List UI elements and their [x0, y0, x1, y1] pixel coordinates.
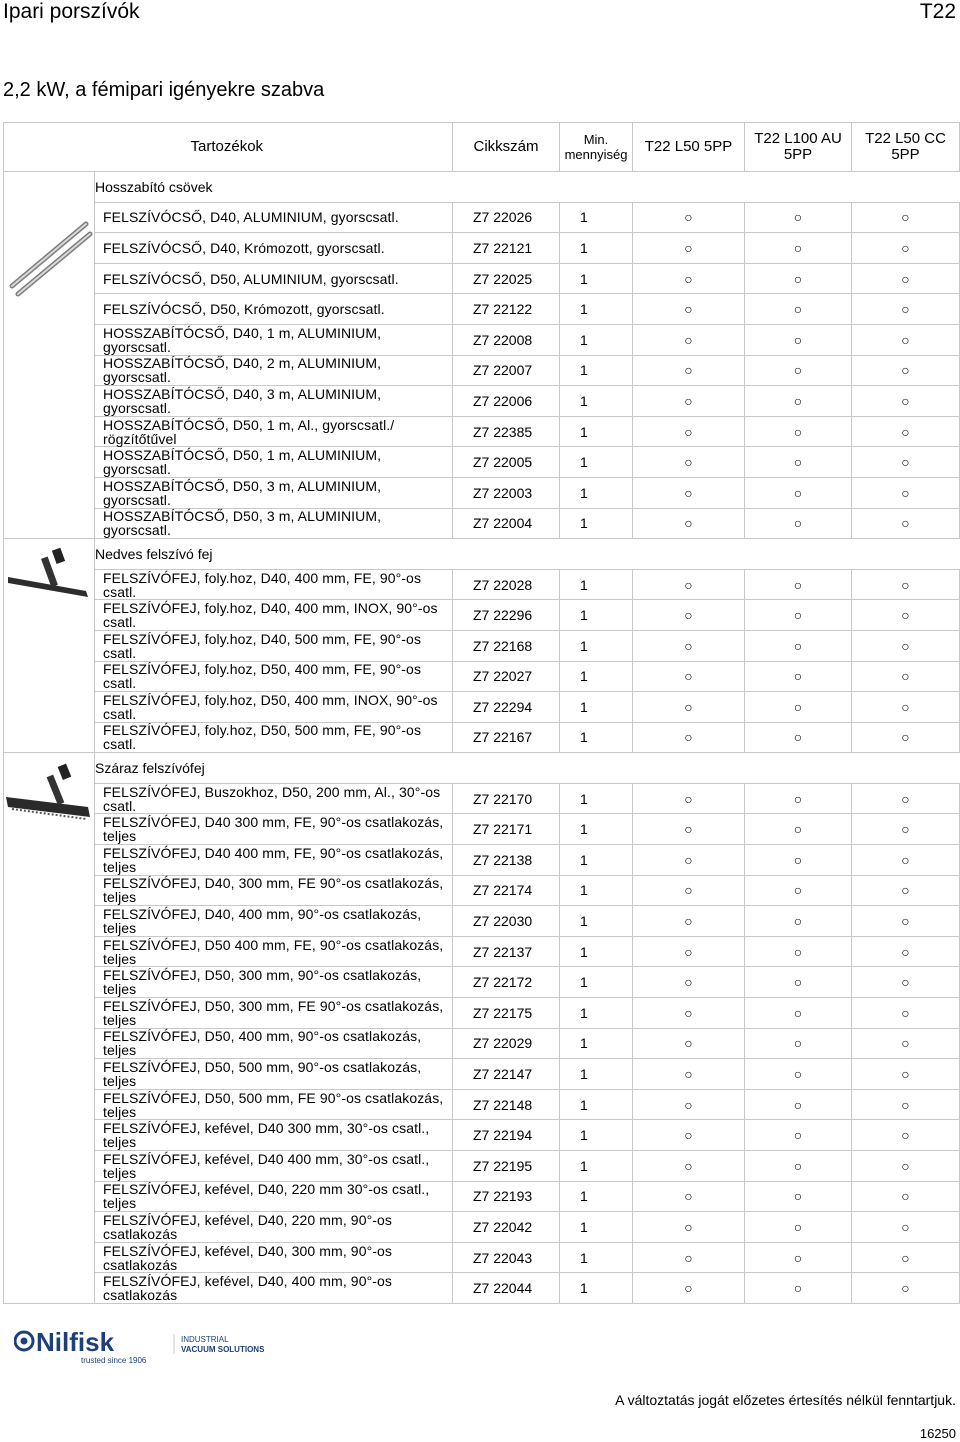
article-code: Z7 22025: [453, 263, 560, 294]
availability-model-3: ○: [852, 1028, 960, 1059]
table-row: [4, 294, 960, 325]
group-header-spacer: [852, 753, 960, 784]
availability-model-1: ○: [633, 998, 745, 1029]
table-row: [4, 845, 960, 876]
availability-model-3: ○: [852, 477, 960, 508]
availability-model-3: ○: [852, 1120, 960, 1151]
min-quantity: 1: [560, 661, 633, 692]
availability-model-3: ○: [852, 1181, 960, 1212]
min-quantity: 1: [560, 967, 633, 998]
min-quantity: 1: [560, 447, 633, 478]
col-header-min-qty: Min. mennyiség: [560, 123, 633, 172]
min-quantity: 1: [560, 263, 633, 294]
table-row: [4, 1151, 960, 1182]
article-code: Z7 22122: [453, 294, 560, 325]
availability-model-2: ○: [745, 1151, 852, 1182]
article-code: Z7 22029: [453, 1028, 560, 1059]
availability-model-1: ○: [633, 1028, 745, 1059]
availability-model-2: ○: [745, 355, 852, 386]
availability-model-1: ○: [633, 477, 745, 508]
group-header-spacer: [852, 172, 960, 203]
availability-model-2: ○: [745, 508, 852, 539]
group-header-row: [4, 539, 960, 570]
col-header-accessories: Tartozékok: [95, 123, 453, 172]
availability-model-3: ○: [852, 845, 960, 876]
min-quantity: 1: [560, 569, 633, 600]
availability-model-3: ○: [852, 1242, 960, 1273]
article-code: Z7 22044: [453, 1273, 560, 1304]
accessory-name: FELSZÍVÓFEJ, D40, 300 mm, FE 90°-os csatlakozás, teljes: [95, 875, 453, 906]
availability-model-2: ○: [745, 998, 852, 1029]
availability-model-1: ○: [633, 875, 745, 906]
accessory-name: FELSZÍVÓFEJ, D50, 400 mm, 90°-os csatlakozás, teljes: [95, 1028, 453, 1059]
article-code: Z7 22174: [453, 875, 560, 906]
table-row: [4, 1242, 960, 1273]
accessory-name: FELSZÍVÓFEJ, D50, 300 mm, 90°-os csatlakozás, teljes: [95, 967, 453, 998]
accessory-name: FELSZÍVÓFEJ, foly.hoz, D40, 400 mm, INOX, 90°-os csatl.: [95, 600, 453, 631]
min-quantity: 1: [560, 998, 633, 1029]
table-row: [4, 569, 960, 600]
min-quantity: 1: [560, 1028, 633, 1059]
group-header-spacer: [560, 172, 633, 203]
availability-model-1: ○: [633, 355, 745, 386]
availability-model-1: ○: [633, 814, 745, 845]
nilfisk-logo: [14, 1328, 264, 1373]
accessory-name: FELSZÍVÓCSŐ, D50, Krómozott, gyorscsatl.: [95, 294, 453, 325]
availability-model-2: ○: [745, 416, 852, 447]
table-row: [4, 875, 960, 906]
availability-model-3: ○: [852, 324, 960, 355]
availability-model-3: ○: [852, 783, 960, 814]
min-quantity: 1: [560, 1059, 633, 1090]
availability-model-1: ○: [633, 661, 745, 692]
min-quantity: 1: [560, 1212, 633, 1243]
article-code: Z7 22004: [453, 508, 560, 539]
availability-model-2: ○: [745, 814, 852, 845]
min-quantity: 1: [560, 1151, 633, 1182]
group-header-spacer: [633, 753, 745, 784]
availability-model-2: ○: [745, 1028, 852, 1059]
accessory-name: FELSZÍVÓFEJ, D40, 400 mm, 90°-os csatlakozás, teljes: [95, 906, 453, 937]
availability-model-3: ○: [852, 294, 960, 325]
availability-model-1: ○: [633, 845, 745, 876]
accessory-name: FELSZÍVÓFEJ, foly.hoz, D40, 400 mm, FE, 90°-os csatl.: [95, 569, 453, 600]
availability-model-1: ○: [633, 263, 745, 294]
col-header-model-1: T22 L50 5PP: [633, 123, 745, 172]
table-row: [4, 600, 960, 631]
table-row: [4, 1273, 960, 1304]
accessory-name: FELSZÍVÓCSŐ, D40, ALUMINIUM, gyorscsatl.: [95, 202, 453, 233]
accessory-name: HOSSZABÍTÓCSŐ, D40, 2 m, ALUMINIUM, gyorscsatl.: [95, 355, 453, 386]
table-row: [4, 416, 960, 447]
brand-tagline: trusted since 1906: [81, 1356, 147, 1365]
accessory-name: HOSSZABÍTÓCSŐ, D40, 1 m, ALUMINIUM, gyorscsatl.: [95, 324, 453, 355]
article-code: Z7 22171: [453, 814, 560, 845]
availability-model-2: ○: [745, 845, 852, 876]
availability-model-3: ○: [852, 692, 960, 723]
article-code: Z7 22008: [453, 324, 560, 355]
availability-model-3: ○: [852, 263, 960, 294]
wet-floor-nozzle-image: [4, 547, 94, 620]
availability-model-1: ○: [633, 569, 745, 600]
availability-model-3: ○: [852, 508, 960, 539]
wet-floor-nozzle-image: [4, 547, 94, 617]
availability-model-1: ○: [633, 630, 745, 661]
article-code: Z7 22193: [453, 1181, 560, 1212]
availability-model-1: ○: [633, 1089, 745, 1120]
availability-model-2: ○: [745, 477, 852, 508]
availability-model-2: ○: [745, 1089, 852, 1120]
article-code: Z7 22195: [453, 1151, 560, 1182]
col-header-model-3: T22 L50 CC 5PP: [852, 123, 960, 172]
article-code: Z7 22167: [453, 722, 560, 753]
table-row: [4, 447, 960, 478]
min-quantity: 1: [560, 386, 633, 417]
accessory-name: FELSZÍVÓFEJ, kefével, D40, 400 mm, 90°-os csatlakozás: [95, 1273, 453, 1304]
min-quantity: 1: [560, 477, 633, 508]
availability-model-1: ○: [633, 967, 745, 998]
availability-model-1: ○: [633, 508, 745, 539]
min-quantity: 1: [560, 324, 633, 355]
availability-model-1: ○: [633, 233, 745, 264]
availability-model-3: ○: [852, 967, 960, 998]
table-row: [4, 233, 960, 264]
extension-tubes-image: [4, 216, 94, 309]
accessory-name: FELSZÍVÓFEJ, D50, 500 mm, FE 90°-os csatlakozás, teljes: [95, 1089, 453, 1120]
availability-model-1: ○: [633, 386, 745, 417]
col-header-code: Cikkszám: [453, 123, 560, 172]
availability-model-2: ○: [745, 1120, 852, 1151]
accessory-name: FELSZÍVÓCSŐ, D40, Krómozott, gyorscsatl.: [95, 233, 453, 264]
article-code: Z7 22385: [453, 416, 560, 447]
accessory-name: FELSZÍVÓFEJ, kefével, D40, 220 mm 30°-os csatl., teljes: [95, 1181, 453, 1212]
availability-model-2: ○: [745, 967, 852, 998]
availability-model-3: ○: [852, 1059, 960, 1090]
availability-model-3: ○: [852, 906, 960, 937]
disclaimer: A változtatás jogát előzetes értesítés nélkül fenntartjuk.: [615, 1392, 956, 1408]
table-row: [4, 1120, 960, 1151]
dry-brush-nozzle-image: [4, 761, 94, 854]
availability-model-2: ○: [745, 906, 852, 937]
availability-model-2: ○: [745, 569, 852, 600]
availability-model-2: ○: [745, 936, 852, 967]
availability-model-2: ○: [745, 722, 852, 753]
group-header-row: [4, 172, 960, 203]
availability-model-2: ○: [745, 1181, 852, 1212]
accessory-name: FELSZÍVÓFEJ, foly.hoz, D50, 500 mm, FE, 90°-os csatl.: [95, 722, 453, 753]
group-title: Nedves felszívó fej: [95, 539, 453, 570]
availability-model-3: ○: [852, 355, 960, 386]
min-quantity: 1: [560, 906, 633, 937]
table-row: [4, 263, 960, 294]
availability-model-2: ○: [745, 386, 852, 417]
article-code: Z7 22003: [453, 477, 560, 508]
availability-model-3: ○: [852, 416, 960, 447]
min-quantity: 1: [560, 355, 633, 386]
availability-model-1: ○: [633, 692, 745, 723]
availability-model-2: ○: [745, 233, 852, 264]
min-quantity: 1: [560, 1089, 633, 1120]
table-row: [4, 202, 960, 233]
availability-model-3: ○: [852, 1212, 960, 1243]
accessory-name: FELSZÍVÓFEJ, D40 300 mm, FE, 90°-os csatlakozás, teljes: [95, 814, 453, 845]
extension-tubes-image: [4, 216, 94, 306]
availability-model-1: ○: [633, 1059, 745, 1090]
availability-model-2: ○: [745, 202, 852, 233]
article-code: Z7 22027: [453, 661, 560, 692]
group-header-spacer: [633, 539, 745, 570]
table-row: [4, 386, 960, 417]
article-code: Z7 22042: [453, 1212, 560, 1243]
group-header-spacer: [633, 172, 745, 203]
min-quantity: 1: [560, 202, 633, 233]
table-row: [4, 783, 960, 814]
availability-model-3: ○: [852, 386, 960, 417]
article-code: Z7 22296: [453, 600, 560, 631]
availability-model-1: ○: [633, 324, 745, 355]
availability-model-1: ○: [633, 1120, 745, 1151]
table-row: [4, 355, 960, 386]
group-title: Száraz felszívófej: [95, 753, 453, 784]
article-code: Z7 22028: [453, 569, 560, 600]
brand-name: Nilfisk: [36, 1328, 115, 1357]
min-quantity: 1: [560, 783, 633, 814]
table-row: [4, 814, 960, 845]
model-name: T22: [919, 0, 956, 23]
product-image-cell: [4, 172, 95, 539]
accessory-name: FELSZÍVÓFEJ, foly.hoz, D40, 500 mm, FE, 90°-os csatl.: [95, 630, 453, 661]
table-row: [4, 324, 960, 355]
accessory-name: HOSSZABÍTÓCSŐ, D50, 1 m, ALUMINIUM, gyorscsatl.: [95, 447, 453, 478]
min-quantity: 1: [560, 416, 633, 447]
availability-model-1: ○: [633, 1151, 745, 1182]
availability-model-3: ○: [852, 600, 960, 631]
availability-model-1: ○: [633, 600, 745, 631]
table-row: [4, 1089, 960, 1120]
table-row: [4, 508, 960, 539]
group-header-spacer: [560, 539, 633, 570]
page-subtitle: 2,2 kW, a fémipari igényekre szabva: [3, 79, 325, 101]
group-header-spacer: [453, 172, 560, 203]
accessory-name: FELSZÍVÓFEJ, kefével, D40 300 mm, 30°-os csatl., teljes: [95, 1120, 453, 1151]
availability-model-2: ○: [745, 324, 852, 355]
group-header-spacer: [453, 539, 560, 570]
availability-model-2: ○: [745, 630, 852, 661]
article-code: Z7 22172: [453, 967, 560, 998]
group-header-spacer: [560, 753, 633, 784]
availability-model-1: ○: [633, 1242, 745, 1273]
article-code: Z7 22005: [453, 447, 560, 478]
min-quantity: 1: [560, 600, 633, 631]
article-code: Z7 22147: [453, 1059, 560, 1090]
accessory-name: FELSZÍVÓFEJ, D50, 300 mm, FE 90°-os csatlakozás, teljes: [95, 998, 453, 1029]
accessory-name: FELSZÍVÓFEJ, D50, 500 mm, 90°-os csatlakozás, teljes: [95, 1059, 453, 1090]
availability-model-2: ○: [745, 1059, 852, 1090]
accessory-name: FELSZÍVÓFEJ, foly.hoz, D50, 400 mm, FE, 90°-os csatl.: [95, 661, 453, 692]
group-title: Hosszabító csövek: [95, 172, 453, 203]
table-row: [4, 477, 960, 508]
min-quantity: 1: [560, 233, 633, 264]
availability-model-1: ○: [633, 906, 745, 937]
article-code: Z7 22175: [453, 998, 560, 1029]
table-row: [4, 722, 960, 753]
min-quantity: 1: [560, 845, 633, 876]
availability-model-2: ○: [745, 875, 852, 906]
min-quantity: 1: [560, 1120, 633, 1151]
division-line-2: VACUUM SOLUTIONS: [181, 1345, 264, 1354]
availability-model-1: ○: [633, 936, 745, 967]
group-header-spacer: [745, 172, 852, 203]
article-code: Z7 22194: [453, 1120, 560, 1151]
division-line-1: INDUSTRIAL: [181, 1335, 229, 1344]
availability-model-1: ○: [633, 722, 745, 753]
header-spacer: [4, 123, 95, 172]
availability-model-1: ○: [633, 447, 745, 478]
min-quantity: 1: [560, 1273, 633, 1304]
accessory-name: FELSZÍVÓFEJ, Buszokhoz, D50, 200 mm, Al., 30°-os csatl.: [95, 783, 453, 814]
availability-model-1: ○: [633, 294, 745, 325]
availability-model-3: ○: [852, 722, 960, 753]
table-row: [4, 1181, 960, 1212]
table-row: [4, 998, 960, 1029]
min-quantity: 1: [560, 508, 633, 539]
group-header-spacer: [745, 539, 852, 570]
availability-model-3: ○: [852, 630, 960, 661]
min-quantity: 1: [560, 875, 633, 906]
table-header-row: [4, 123, 960, 172]
accessory-name: FELSZÍVÓFEJ, kefével, D40, 220 mm, 90°-os csatlakozás: [95, 1212, 453, 1243]
availability-model-3: ○: [852, 1273, 960, 1304]
article-code: Z7 22148: [453, 1089, 560, 1120]
accessory-name: HOSSZABÍTÓCSŐ, D50, 3 m, ALUMINIUM, gyorscsatl.: [95, 477, 453, 508]
article-code: Z7 22170: [453, 783, 560, 814]
availability-model-3: ○: [852, 569, 960, 600]
product-image-cell: [4, 753, 95, 1304]
availability-model-1: ○: [633, 202, 745, 233]
table-row: [4, 692, 960, 723]
availability-model-1: ○: [633, 416, 745, 447]
availability-model-2: ○: [745, 1212, 852, 1243]
min-quantity: 1: [560, 294, 633, 325]
article-code: Z7 22137: [453, 936, 560, 967]
accessory-name: HOSSZABÍTÓCSŐ, D50, 1 m, Al., gyorscsatl./ rögzítőtűvel: [95, 416, 453, 447]
availability-model-1: ○: [633, 1273, 745, 1304]
accessory-name: FELSZÍVÓFEJ, kefével, D40, 300 mm, 90°-os csatlakozás: [95, 1242, 453, 1273]
availability-model-3: ○: [852, 1089, 960, 1120]
dry-brush-nozzle-image: [4, 761, 94, 851]
min-quantity: 1: [560, 936, 633, 967]
availability-model-3: ○: [852, 875, 960, 906]
accessory-name: FELSZÍVÓCSŐ, D50, ALUMINIUM, gyorscsatl.: [95, 263, 453, 294]
availability-model-2: ○: [745, 294, 852, 325]
accessory-name: HOSSZABÍTÓCSŐ, D50, 3 m, ALUMINIUM, gyorscsatl.: [95, 508, 453, 539]
availability-model-3: ○: [852, 661, 960, 692]
page-title: Ipari porszívók: [3, 0, 140, 23]
article-code: Z7 22294: [453, 692, 560, 723]
availability-model-3: ○: [852, 202, 960, 233]
accessory-name: FELSZÍVÓFEJ, foly.hoz, D50, 400 mm, INOX, 90°-os csatl.: [95, 692, 453, 723]
article-code: Z7 22043: [453, 1242, 560, 1273]
min-quantity: 1: [560, 814, 633, 845]
availability-model-2: ○: [745, 447, 852, 478]
accessory-name: FELSZÍVÓFEJ, kefével, D40 400 mm, 30°-os csatl., teljes: [95, 1151, 453, 1182]
availability-model-1: ○: [633, 1181, 745, 1212]
availability-model-3: ○: [852, 814, 960, 845]
min-quantity: 1: [560, 1181, 633, 1212]
availability-model-2: ○: [745, 263, 852, 294]
group-header-spacer: [852, 539, 960, 570]
article-code: Z7 22030: [453, 906, 560, 937]
table-row: [4, 661, 960, 692]
table-row: [4, 967, 960, 998]
table-row: [4, 936, 960, 967]
table-row: [4, 1212, 960, 1243]
article-code: Z7 22026: [453, 202, 560, 233]
group-header-spacer: [745, 753, 852, 784]
product-image-cell: [4, 539, 95, 753]
article-code: Z7 22138: [453, 845, 560, 876]
article-code: Z7 22121: [453, 233, 560, 264]
availability-model-2: ○: [745, 600, 852, 631]
availability-model-2: ○: [745, 783, 852, 814]
availability-model-1: ○: [633, 1212, 745, 1243]
availability-model-1: ○: [633, 783, 745, 814]
accessories-table: [3, 122, 960, 1304]
min-quantity: 1: [560, 722, 633, 753]
accessory-name: FELSZÍVÓFEJ, D50 400 mm, FE, 90°-os csatlakozás, teljes: [95, 936, 453, 967]
min-quantity: 1: [560, 630, 633, 661]
availability-model-2: ○: [745, 692, 852, 723]
accessory-name: FELSZÍVÓFEJ, D40 400 mm, FE, 90°-os csatlakozás, teljes: [95, 845, 453, 876]
article-code: Z7 22007: [453, 355, 560, 386]
table-row: [4, 906, 960, 937]
availability-model-2: ○: [745, 1242, 852, 1273]
availability-model-3: ○: [852, 447, 960, 478]
group-header-row: [4, 753, 960, 784]
accessory-name: HOSSZABÍTÓCSŐ, D40, 3 m, ALUMINIUM, gyorscsatl.: [95, 386, 453, 417]
table-row: [4, 630, 960, 661]
availability-model-3: ○: [852, 936, 960, 967]
availability-model-2: ○: [745, 1273, 852, 1304]
article-code: Z7 22006: [453, 386, 560, 417]
table-row: [4, 1059, 960, 1090]
availability-model-2: ○: [745, 661, 852, 692]
col-header-model-2: T22 L100 AU 5PP: [745, 123, 852, 172]
article-code: Z7 22168: [453, 630, 560, 661]
min-quantity: 1: [560, 1242, 633, 1273]
availability-model-3: ○: [852, 233, 960, 264]
nilfisk-logo-graphic: [14, 1328, 264, 1368]
table-row: [4, 1028, 960, 1059]
availability-model-3: ○: [852, 1151, 960, 1182]
min-quantity: 1: [560, 692, 633, 723]
page-number: 16250: [919, 1426, 956, 1441]
availability-model-3: ○: [852, 998, 960, 1029]
group-header-spacer: [453, 753, 560, 784]
